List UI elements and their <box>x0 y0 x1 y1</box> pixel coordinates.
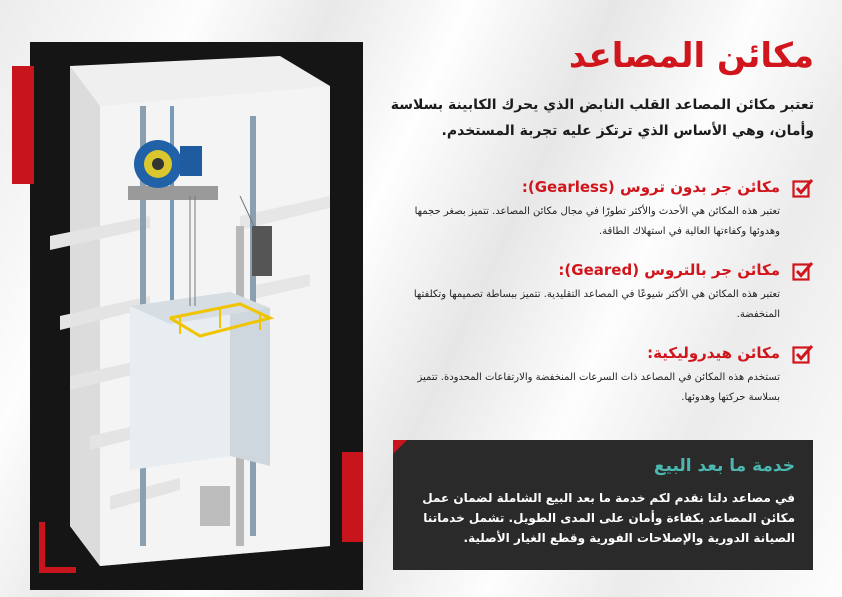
checkbox-icon <box>792 178 814 198</box>
machine-item-gearless <box>384 176 814 242</box>
after-sales-heading: خدمة ما بعد البيع <box>653 456 795 476</box>
machine-text: تستخدم هذه المكائن في المصاعد ذات السرعات المنخفضة والارتفاعات المحدودة. تتميز بسلاسة حركتها وهدوئها. <box>417 372 780 403</box>
machine-text: تعتبر هذه المكائن هي الأكثر شيوعًا في المصاعد التقليدية. تتميز ببساطة تصميمها وتكلفتها المنخفضة. <box>413 289 780 320</box>
checkbox-icon <box>792 344 814 364</box>
after-sales-box <box>393 440 813 570</box>
red-accent-top <box>12 66 34 184</box>
machine-heading: مكائن جر بالتروس (Geared): <box>558 261 780 279</box>
red-corner-accent <box>393 440 407 454</box>
red-accent-bottom <box>342 452 363 542</box>
machine-heading: مكائن هيدروليكية: <box>647 344 780 362</box>
machine-item-geared <box>384 259 814 325</box>
intro-text: تعتبر مكائن المصاعد القلب النابض الذي يحرك الكابينة بسلاسة وأمان، وهي الأساس الذي ترتكز عليه تجربة المستخدم. <box>390 97 814 139</box>
machine-text: تعتبر هذه المكائن هي الأحدث والأكثر تطورًا في مجال مكائن المصاعد. تتميز بصغر حجمها وهدوئها وكفاءتها العالية في استهلاك الطاقة. <box>414 206 780 237</box>
machine-item-hydraulic <box>384 342 814 408</box>
page-title: مكائن المصاعد <box>568 36 814 76</box>
machine-heading: مكائن جر بدون تروس (Gearless): <box>521 178 780 196</box>
elevator-shaft-illustration <box>40 46 340 586</box>
checkbox-icon <box>792 261 814 281</box>
after-sales-text: في مصاعد دلتا نقدم لكم خدمة ما بعد البيع الشاملة لضمان عمل مكائن المصاعد بكفاءة وأمان على المدى الطويل. تشمل خدماتنا الصيانة الدورية والإصلاحات الفورية وقطع الغيار الأصلية. <box>422 491 795 545</box>
